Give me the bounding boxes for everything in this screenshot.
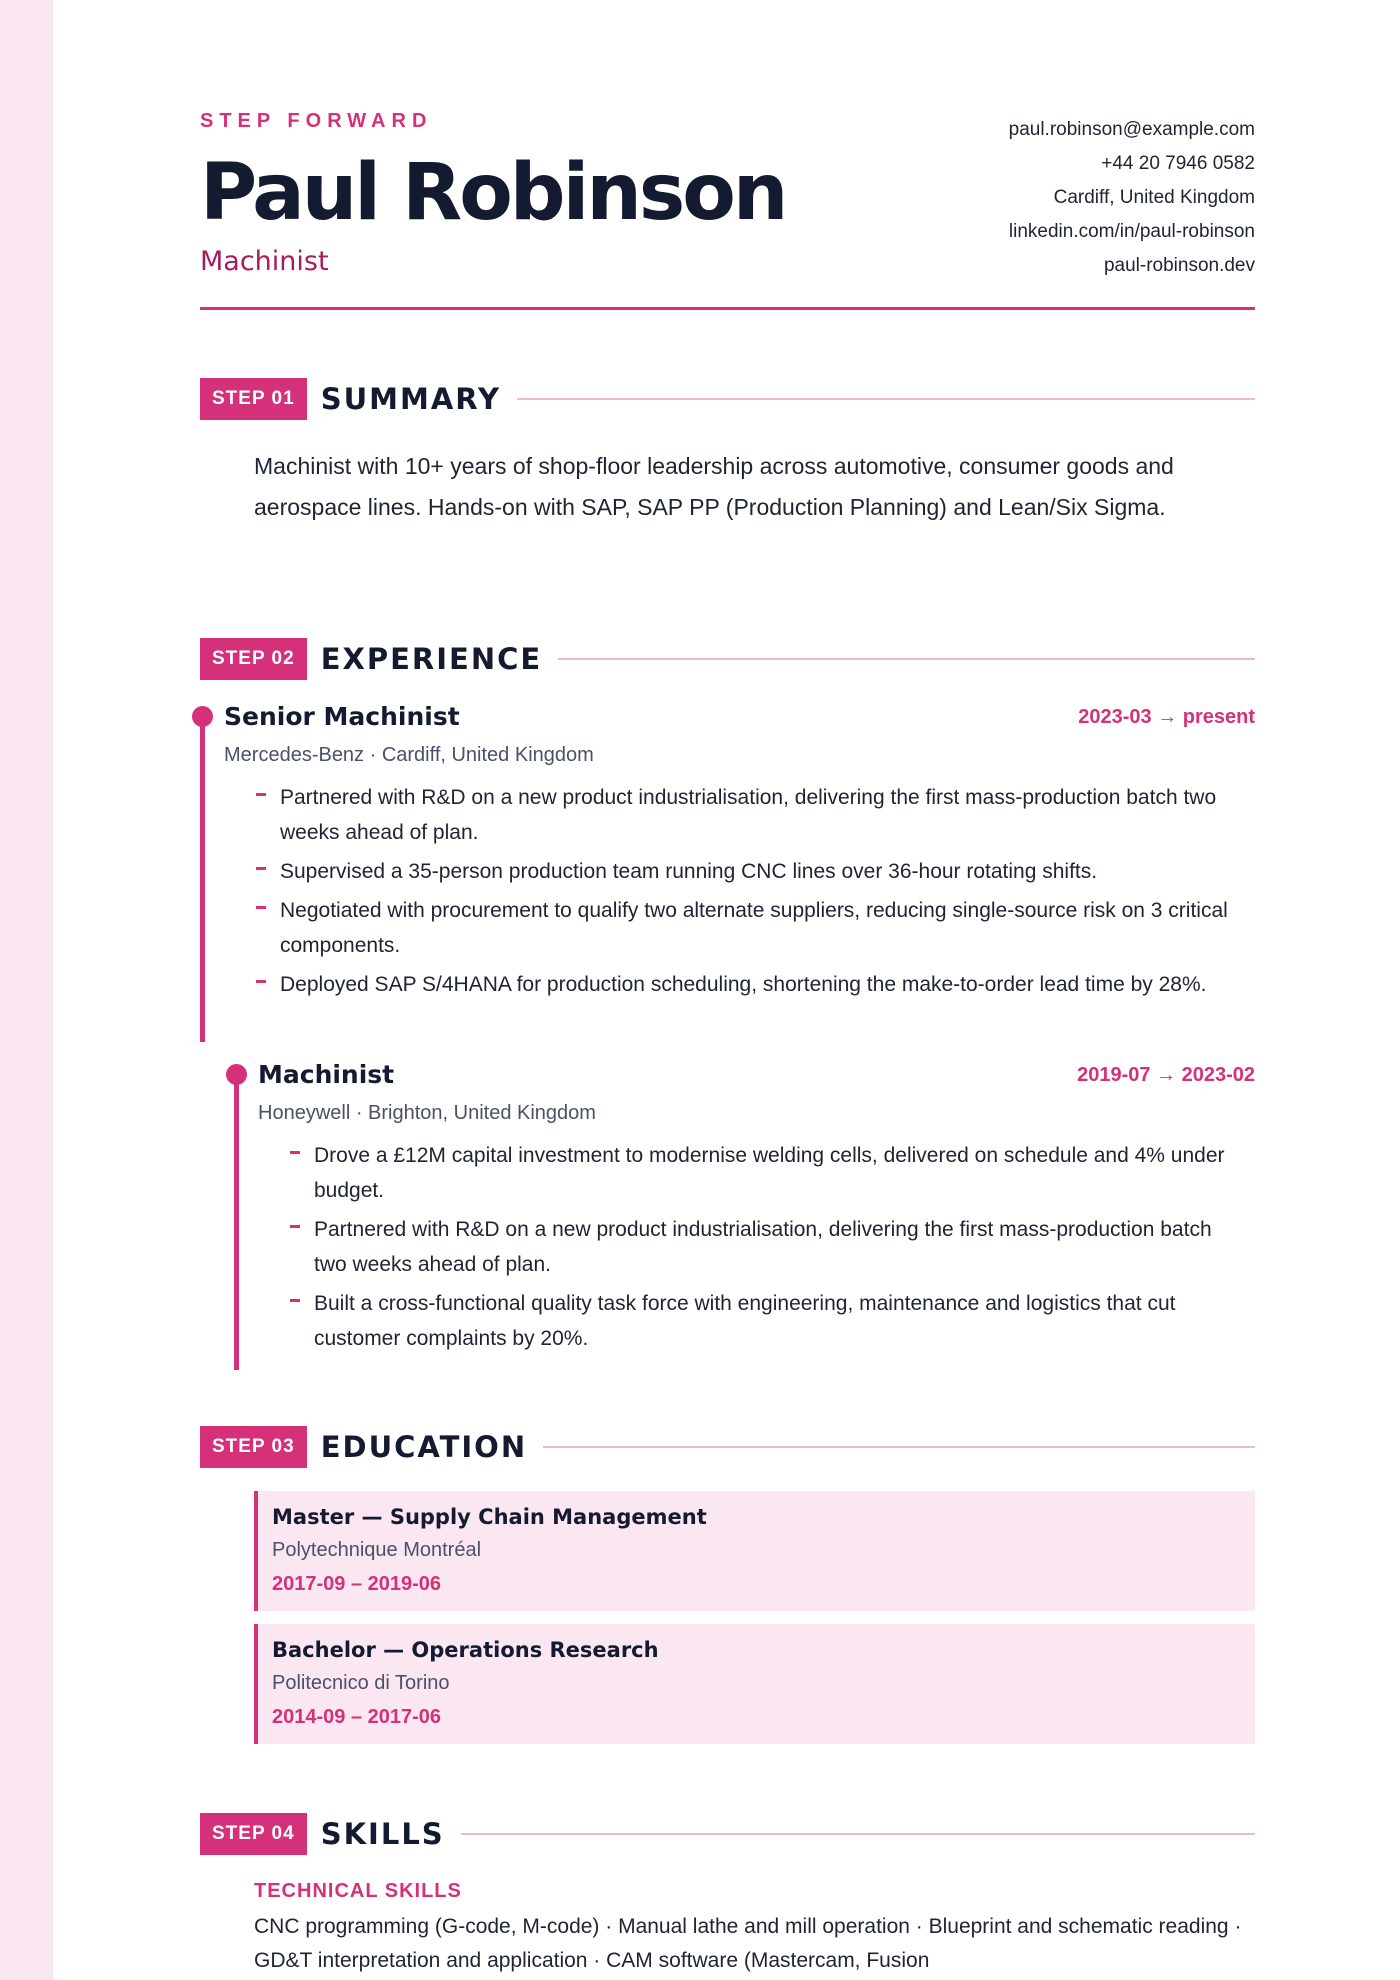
education-entry — [254, 1624, 1255, 1744]
candidate-name: Paul Robinson — [200, 148, 786, 238]
dash-icon — [256, 980, 266, 983]
job-dates: 2019-07 → 2023-02 — [1077, 1064, 1255, 1086]
section-rule — [517, 398, 1255, 400]
candidate-role: Machinist — [200, 246, 329, 277]
dash-icon — [290, 1225, 300, 1228]
contact-website[interactable]: paul-robinson.dev — [1103, 255, 1255, 276]
list-item — [256, 854, 1251, 889]
contact-linkedin[interactable]: linkedin.com/in/paul-robinson — [1008, 221, 1255, 242]
list-item — [290, 1138, 1230, 1208]
section-rule — [543, 1446, 1255, 1448]
education-period: 2017-09 – 2019-06 — [272, 1573, 442, 1595]
job-company: Mercedes-Benz · Cardiff, United Kingdom — [224, 744, 594, 766]
dash-icon — [256, 793, 266, 796]
section-title: EXPERIENCE — [320, 642, 543, 676]
dash-icon — [256, 906, 266, 909]
dash-icon — [290, 1299, 300, 1302]
degree: Bachelor — Operations Research — [272, 1638, 659, 1662]
job-bullets — [256, 780, 1251, 1006]
contact-email[interactable]: paul.robinson@example.com — [1008, 119, 1255, 140]
list-item — [256, 893, 1251, 963]
job-dates: 2023-03 → present — [1078, 706, 1255, 728]
job-company: Honeywell · Brighton, United Kingdom — [258, 1102, 596, 1124]
contact-location: Cardiff, United Kingdom — [1053, 187, 1255, 208]
resume-page — [200, 0, 1255, 1980]
section-title: EDUCATION — [320, 1430, 528, 1464]
list-item — [256, 780, 1251, 850]
bullet-text: Built a cross-functional quality task force with engineering, maintenance and logistics that cut customer complaints by 20%. — [314, 1292, 1176, 1350]
list-item — [290, 1286, 1230, 1356]
step-badge: STEP 01 — [200, 378, 307, 420]
contact-phone[interactable]: +44 20 7946 0582 — [1101, 153, 1255, 174]
education-entry — [254, 1491, 1255, 1611]
degree: Master — Supply Chain Management — [272, 1505, 707, 1529]
job-title: Machinist — [258, 1060, 395, 1089]
bullet-text: Partnered with R&D on a new product industrialisation, delivering the first mass-production batch two weeks ahead of plan. — [280, 786, 1217, 844]
dash-icon — [256, 867, 266, 870]
section-header-experience — [200, 638, 1255, 680]
section-rule — [461, 1833, 1255, 1835]
section-header-summary — [200, 378, 1255, 420]
bullet-text: Supervised a 35-person production team running CNC lines over 36-hour rotating shifts. — [280, 860, 1098, 883]
step-badge: STEP 03 — [200, 1426, 307, 1468]
dash-icon — [290, 1151, 300, 1154]
contact-block — [1009, 116, 1255, 286]
skill-list: CNC programming (G-code, M-code) · Manual lathe and mill operation · Blueprint and schematic reading · GD&T interpretation and application · CAM software (Mastercam, Fusion — [254, 1915, 1242, 1972]
section-rule — [558, 658, 1255, 660]
list-item — [290, 1212, 1230, 1282]
timeline-bar — [200, 720, 205, 1042]
job-title: Senior Machinist — [224, 702, 460, 731]
section-title: SKILLS — [320, 1817, 445, 1851]
experience-entry — [200, 702, 1255, 1042]
timeline-dot — [226, 1064, 247, 1085]
header-divider — [200, 307, 1255, 310]
school: Polytechnique Montréal — [272, 1539, 482, 1561]
bullet-text: Deployed SAP S/4HANA for production scheduling, shortening the make-to-order lead time by 28%. — [280, 973, 1207, 996]
side-strip — [0, 0, 53, 1980]
timeline-dot — [192, 706, 213, 727]
section-title: SUMMARY — [320, 382, 502, 416]
summary-text: Machinist with 10+ years of shop-floor leadership across automotive, consumer goods and aerospace lines. Hands-on with SAP, SAP PP (Production Planning) and Lean/Six Sigma. — [254, 453, 1174, 520]
timeline-bar — [234, 1078, 239, 1370]
school: Politecnico di Torino — [272, 1672, 450, 1694]
job-bullets — [290, 1138, 1230, 1360]
section-header-education — [200, 1426, 1255, 1468]
step-badge: STEP 04 — [200, 1813, 307, 1855]
experience-entry — [234, 1060, 1255, 1364]
section-header-skills — [200, 1813, 1255, 1855]
bullet-text: Drove a £12M capital investment to modernise welding cells, delivered on schedule and 4% under budget. — [314, 1144, 1225, 1202]
skill-category: TECHNICAL SKILLS — [254, 1880, 462, 1902]
bullet-text: Partnered with R&D on a new product industrialisation, delivering the first mass-production batch two weeks ahead of plan. — [314, 1218, 1212, 1276]
bullet-text: Negotiated with procurement to qualify two alternate suppliers, reducing single-source risk on 3 critical components. — [280, 899, 1228, 957]
education-period: 2014-09 – 2017-06 — [272, 1706, 442, 1728]
eyebrow-tagline: STEP FORWARD — [200, 110, 433, 132]
list-item — [256, 967, 1251, 1002]
step-badge: STEP 02 — [200, 638, 307, 680]
